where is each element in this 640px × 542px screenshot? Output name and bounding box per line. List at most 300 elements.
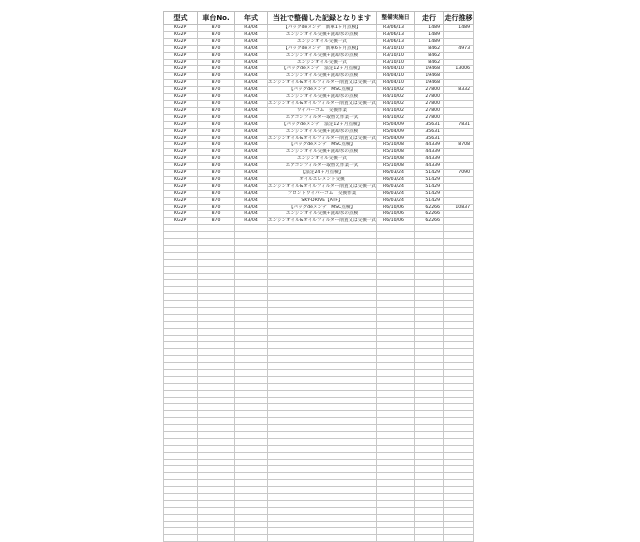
cell-mileage: 19468 [415,80,444,87]
empty-cell [377,514,415,521]
empty-cell [164,245,198,252]
empty-cell [268,480,377,487]
table-row [164,25,474,32]
empty-cell [377,438,415,445]
empty-cell [235,280,268,287]
cell-model: KG2P [164,121,198,128]
empty-cell [415,349,444,356]
empty-cell [415,321,444,328]
empty-row [164,287,474,294]
cell-description: エンジンオイル交換+洗却水の点検 [268,73,377,80]
empty-cell [444,232,474,239]
empty-cell [377,418,415,425]
empty-cell [377,494,415,501]
empty-cell [268,245,377,252]
empty-row [164,500,474,507]
cell-trend [444,38,474,45]
empty-cell [415,342,444,349]
cell-number: 870 [198,94,235,101]
empty-cell [377,383,415,390]
empty-row [164,432,474,439]
empty-cell [377,321,415,328]
cell-trend: 7831 [444,121,474,128]
empty-row [164,411,474,418]
empty-cell [268,494,377,501]
cell-date: R5/10/08 [377,156,415,163]
empty-cell [164,425,198,432]
empty-cell [164,259,198,266]
cell-date: R4/10/02 [377,94,415,101]
cell-date: R6/03/24 [377,170,415,177]
cell-number: 870 [198,121,235,128]
empty-cell [198,335,235,342]
cell-number: 870 [198,197,235,204]
empty-cell [415,314,444,321]
cell-year: R3/04 [235,66,268,73]
empty-cell [444,245,474,252]
empty-row [164,294,474,301]
empty-cell [235,232,268,239]
empty-cell [444,514,474,521]
empty-cell [164,404,198,411]
empty-cell [444,266,474,273]
empty-cell [268,466,377,473]
empty-cell [198,321,235,328]
empty-cell [198,487,235,494]
empty-cell [268,404,377,411]
table-row [164,80,474,87]
empty-row [164,280,474,287]
empty-row [164,232,474,239]
empty-cell [377,335,415,342]
cell-model: KG2P [164,59,198,66]
cell-description: エンジンオイル交換一式 [268,38,377,45]
empty-cell [198,245,235,252]
empty-cell [415,328,444,335]
empty-cell [268,287,377,294]
empty-cell [268,500,377,507]
empty-row [164,438,474,445]
cell-year: R3/04 [235,197,268,204]
cell-number: 870 [198,25,235,32]
empty-cell [235,369,268,376]
cell-description: エンジンオイル&オイルフィルター削査又は交換一式 [268,135,376,141]
empty-cell [164,225,198,232]
cell-number: 870 [198,38,235,45]
cell-year: R3/04 [235,100,268,107]
cell-mileage: 27800 [415,87,444,94]
cell-number: 870 [198,87,235,94]
empty-cell [444,335,474,342]
cell-date: R4/10/02 [377,87,415,94]
empty-row [164,321,474,328]
empty-cell [198,418,235,425]
cell-number: 870 [198,142,235,149]
empty-cell [268,397,377,404]
cell-mileage: 62266 [415,204,444,211]
empty-cell [415,301,444,308]
cell-trend [444,183,474,190]
empty-cell [235,342,268,349]
empty-cell [268,432,377,439]
empty-row [164,514,474,521]
cell-description: 【パックdeメンテ 法定12ヶ月点検】 [268,66,377,73]
empty-cell [444,473,474,480]
cell-number: 870 [198,183,235,190]
header-row [164,12,474,25]
empty-cell [164,356,198,363]
empty-cell [164,307,198,314]
empty-cell [198,494,235,501]
empty-cell [235,438,268,445]
empty-cell [164,363,198,370]
empty-row [164,418,474,425]
empty-cell [415,445,444,452]
cell-mileage: 27800 [415,114,444,121]
cell-year: R3/04 [235,211,268,218]
empty-cell [164,411,198,418]
table-row [164,73,474,80]
empty-row [164,473,474,480]
empty-cell [198,500,235,507]
empty-cell [268,335,377,342]
empty-cell [377,500,415,507]
cell-trend [444,156,474,163]
cell-model: KG2P [164,211,198,218]
empty-cell [235,239,268,246]
empty-cell [235,507,268,514]
cell-number: 870 [198,31,235,38]
empty-row [164,521,474,528]
empty-cell [415,507,444,514]
cell-mileage: 27800 [415,100,444,107]
header-year: 年式 [235,12,268,25]
cell-date: R4/04/10 [377,80,415,87]
cell-model: KG2P [164,66,198,73]
empty-cell [164,349,198,356]
empty-cell [235,466,268,473]
cell-number: 870 [198,135,235,142]
empty-row [164,301,474,308]
empty-cell [198,445,235,452]
cell-trend: 7090 [444,170,474,177]
empty-cell [268,376,377,383]
empty-cell [268,487,377,494]
empty-cell [415,266,444,273]
cell-year: R3/04 [235,135,268,142]
cell-date: R3/10/10 [377,59,415,66]
empty-cell [198,356,235,363]
empty-cell [198,349,235,356]
empty-cell [198,239,235,246]
empty-cell [415,438,444,445]
cell-mileage: 44339 [415,149,444,156]
empty-cell [235,383,268,390]
cell-year: R3/04 [235,156,268,163]
table-row [164,197,474,204]
empty-cell [415,239,444,246]
empty-cell [444,294,474,301]
cell-number: 870 [198,156,235,163]
empty-cell [268,356,377,363]
cell-number: 870 [198,163,235,170]
empty-cell [377,432,415,439]
header-trend: 走行推移 [444,12,474,25]
empty-cell [377,225,415,232]
cell-model: KG2P [164,100,198,107]
cell-number: 870 [198,59,235,66]
cell-number: 870 [198,52,235,59]
cell-year: R3/04 [235,114,268,121]
cell-date: R4/04/10 [377,73,415,80]
cell-description: オイルエレメント交換 [268,176,377,183]
empty-cell [164,335,198,342]
empty-cell [198,466,235,473]
cell-mileage: 1489 [415,25,444,32]
empty-cell [235,307,268,314]
empty-cell [444,418,474,425]
cell-date: R5/10/08 [377,163,415,170]
cell-description: エンジンオイル&オイルフィルター削査又は交換一式 [268,218,376,224]
empty-cell [235,287,268,294]
empty-cell [198,452,235,459]
empty-row [164,335,474,342]
cell-trend: 13006 [444,66,474,73]
empty-cell [198,307,235,314]
cell-trend [444,163,474,170]
empty-cell [164,452,198,459]
table-row [164,52,474,59]
empty-cell [235,418,268,425]
cell-number: 870 [198,190,235,197]
cell-model: KG2P [164,87,198,94]
cell-mileage: 51429 [415,183,444,190]
cell-number: 870 [198,107,235,114]
cell-description: エンジンオイル交換一式 [268,59,377,66]
cell-date: R4/10/02 [377,107,415,114]
empty-cell [444,507,474,514]
empty-cell [268,239,377,246]
cell-model: KG2P [164,197,198,204]
empty-cell [444,349,474,356]
empty-cell [198,266,235,273]
empty-row [164,535,474,542]
empty-cell [164,514,198,521]
cell-description: SKY-DRIVE【ATF】 [268,197,377,204]
empty-row [164,239,474,246]
cell-model: KG2P [164,38,198,45]
empty-cell [268,307,377,314]
table-row [164,170,474,177]
empty-cell [415,287,444,294]
empty-row [164,245,474,252]
table-row [164,66,474,73]
table-row [164,135,474,142]
empty-row [164,390,474,397]
empty-cell [268,535,377,542]
empty-cell [444,494,474,501]
table-row [164,149,474,156]
table-row [164,211,474,218]
empty-cell [377,459,415,466]
cell-mileage: 19468 [415,66,444,73]
empty-cell [268,232,377,239]
empty-cell [235,521,268,528]
empty-cell [377,349,415,356]
empty-cell [164,418,198,425]
cell-year: R3/04 [235,176,268,183]
cell-mileage: 51429 [415,197,444,204]
empty-cell [164,480,198,487]
empty-cell [415,404,444,411]
empty-cell [444,307,474,314]
empty-row [164,528,474,535]
table-row [164,204,474,211]
empty-cell [268,301,377,308]
empty-cell [415,459,444,466]
cell-trend: 8708 [444,142,474,149]
empty-cell [235,356,268,363]
empty-cell [377,473,415,480]
empty-cell [198,390,235,397]
empty-cell [235,273,268,280]
empty-cell [444,287,474,294]
empty-cell [235,390,268,397]
empty-cell [444,397,474,404]
empty-cell [444,432,474,439]
cell-model: KG2P [164,107,198,114]
empty-cell [198,535,235,542]
empty-cell [415,335,444,342]
empty-cell [415,245,444,252]
empty-cell [444,445,474,452]
empty-cell [415,432,444,439]
empty-cell [268,514,377,521]
cell-year: R3/04 [235,204,268,211]
cell-description: エンジンオイル交換+洗却水の点検 [268,52,377,59]
empty-cell [444,438,474,445]
empty-cell [415,425,444,432]
empty-cell [444,500,474,507]
empty-row [164,376,474,383]
empty-cell [164,342,198,349]
cell-model: KG2P [164,80,198,87]
empty-row [164,363,474,370]
empty-cell [198,225,235,232]
empty-cell [164,294,198,301]
empty-cell [444,314,474,321]
empty-row [164,494,474,501]
empty-cell [415,473,444,480]
empty-cell [268,425,377,432]
empty-row [164,273,474,280]
empty-cell [164,273,198,280]
empty-cell [235,301,268,308]
empty-cell [377,342,415,349]
empty-cell [377,466,415,473]
empty-cell [377,273,415,280]
empty-cell [377,252,415,259]
empty-cell [198,363,235,370]
empty-cell [198,301,235,308]
empty-cell [164,390,198,397]
empty-cell [377,390,415,397]
cell-description: エンジンオイル交換+洗却水の点検 [268,211,377,218]
empty-cell [164,376,198,383]
empty-cell [444,259,474,266]
empty-cell [164,521,198,528]
empty-cell [235,245,268,252]
cell-year: R3/04 [235,128,268,135]
empty-cell [235,321,268,328]
empty-row [164,307,474,314]
empty-cell [444,390,474,397]
empty-cell [377,307,415,314]
cell-trend [444,94,474,101]
empty-cell [235,514,268,521]
cell-number: 870 [198,100,235,107]
table-row [164,31,474,38]
empty-cell [415,487,444,494]
empty-cell [377,535,415,542]
cell-model: KG2P [164,149,198,156]
empty-cell [415,480,444,487]
cell-year: R3/04 [235,149,268,156]
empty-cell [268,473,377,480]
empty-row [164,459,474,466]
empty-cell [164,494,198,501]
table-row [164,142,474,149]
empty-cell [444,356,474,363]
table-row [164,100,474,107]
empty-cell [198,273,235,280]
empty-cell [235,411,268,418]
cell-description: エンジンオイル&オイルフィルター削査又は交換一式 [268,183,376,189]
cell-mileage: 51429 [415,170,444,177]
empty-cell [415,494,444,501]
cell-number: 870 [198,45,235,52]
empty-cell [164,487,198,494]
cell-mileage: 8462 [415,52,444,59]
cell-description: エンジンオイル&オイルフィルター削査又は交換一式 [268,100,376,106]
cell-year: R3/04 [235,218,268,225]
empty-cell [415,369,444,376]
cell-description: フロントワイパーゴム 交換作業 [268,190,377,197]
empty-cell [198,259,235,266]
empty-cell [235,328,268,335]
empty-cell [415,452,444,459]
empty-cell [235,314,268,321]
empty-row [164,328,474,335]
empty-cell [235,535,268,542]
cell-date: R6/03/24 [377,197,415,204]
cell-date: R4/04/10 [377,66,415,73]
empty-cell [164,535,198,542]
cell-date: R6/03/24 [377,190,415,197]
empty-cell [268,273,377,280]
empty-cell [198,514,235,521]
empty-cell [444,225,474,232]
empty-cell [377,507,415,514]
empty-cell [198,473,235,480]
empty-cell [444,301,474,308]
empty-cell [377,528,415,535]
cell-trend: 1489 [444,25,474,32]
cell-trend [444,107,474,114]
empty-cell [268,259,377,266]
empty-cell [268,459,377,466]
cell-trend [444,218,474,225]
